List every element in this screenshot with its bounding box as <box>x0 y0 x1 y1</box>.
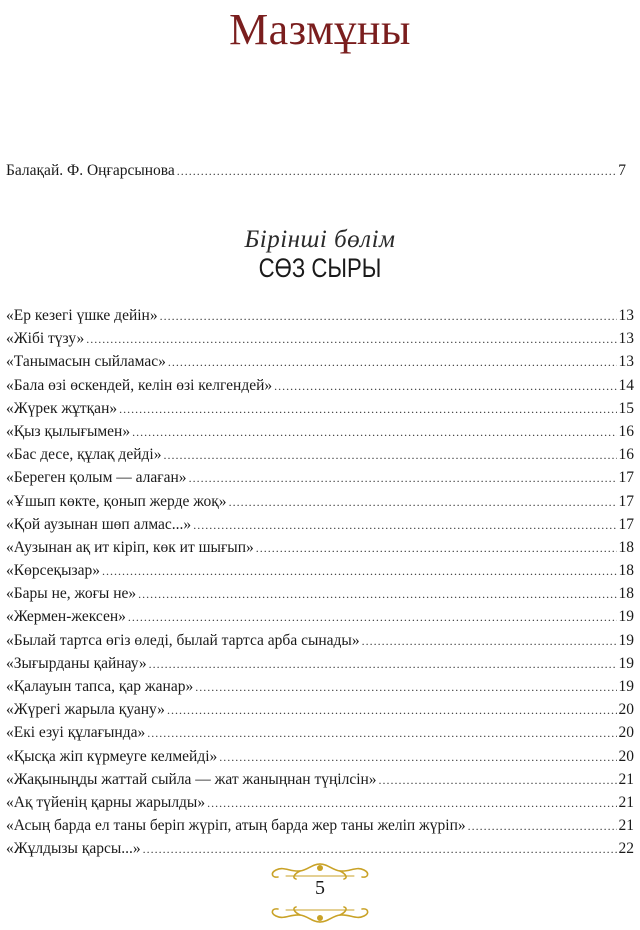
dot-leader <box>128 610 617 625</box>
toc-entry-title: «Бас десе, құлақ дейді» <box>6 446 162 464</box>
toc-entry-page: 17 <box>618 469 634 487</box>
toc-entry-title: «Ақ түйенің қарны жарылды» <box>6 793 206 811</box>
toc-entry[interactable] <box>6 794 634 817</box>
toc-entry-page: 18 <box>618 538 634 556</box>
toc-entry[interactable] <box>6 748 634 771</box>
toc-entry[interactable] <box>6 678 634 701</box>
dot-leader <box>147 726 616 741</box>
toc-entry[interactable] <box>6 330 634 353</box>
toc-entry-title: «Жүрек жұтқан» <box>6 399 118 417</box>
toc-entry[interactable] <box>6 655 634 678</box>
toc-entry-title: «Қой аузынан шөп алмас...» <box>6 515 192 533</box>
toc-entry-title: Балақай. Ф. Оңғарсынова <box>6 162 175 179</box>
toc-entry-page: 15 <box>618 399 634 417</box>
toc-entry-title: «Жақыныңды жаттай сыйла — жат жаныңнан түңілсін» <box>6 770 377 788</box>
toc-entry[interactable] <box>6 817 634 840</box>
toc-entry-title: «Бары не, жоғы не» <box>6 585 137 603</box>
toc-entry-page: 19 <box>618 631 634 649</box>
dot-leader <box>362 634 617 649</box>
dot-leader <box>193 518 616 533</box>
toc-entry-page: 13 <box>618 330 634 348</box>
dot-leader <box>195 680 616 695</box>
toc-entry-title: «Зығырданы қайнау» <box>6 654 147 672</box>
toc-entry-title: «Былай тартса өгіз өледі, былай тартса арба сынады» <box>6 631 360 649</box>
toc-entry-page: 13 <box>618 353 634 371</box>
toc-entry-title: «Ер кезегі үшке дейін» <box>6 307 158 324</box>
dot-leader <box>379 773 617 788</box>
toc-entry-title: «Асың барда ел таны беріп жүріп, атың барда жер таны желіп жүріп» <box>6 817 466 835</box>
toc-entry[interactable] <box>6 400 634 423</box>
dot-leader <box>274 379 616 394</box>
toc-entry[interactable] <box>6 771 634 794</box>
toc-entry-page: 13 <box>618 307 634 324</box>
dot-leader <box>149 657 617 672</box>
toc-entry[interactable] <box>6 469 634 492</box>
toc-entry[interactable] <box>6 632 634 655</box>
toc-entry-title: «Жұлдызы қарсы...» <box>6 840 141 858</box>
toc-entry-page: 20 <box>618 724 634 742</box>
toc-entry-title: «Ұшып көкте, қонып жерде жоқ» <box>6 492 227 510</box>
toc-entry-title: «Танымасын сыйламас» <box>6 353 166 371</box>
toc-entry-page: 16 <box>618 446 634 464</box>
toc-entry[interactable] <box>6 423 634 446</box>
dot-leader <box>132 425 616 440</box>
dot-leader <box>86 332 616 347</box>
toc-entry-page: 18 <box>618 562 634 580</box>
toc-entry-page: 22 <box>618 840 634 858</box>
dot-leader <box>468 819 617 834</box>
toc-entry-page: 16 <box>618 422 634 440</box>
dot-leader <box>219 750 616 765</box>
toc-entry-page: 14 <box>618 376 634 394</box>
toc-entry-title: «Көрсеқызар» <box>6 562 100 580</box>
toc-entry-page: 17 <box>618 492 634 510</box>
dot-leader <box>119 402 616 417</box>
part-title: СӨЗ СЫРЫ <box>258 253 382 283</box>
dot-leader <box>168 355 617 370</box>
toc-entry[interactable] <box>6 377 634 400</box>
table-of-contents <box>6 307 634 864</box>
dot-leader <box>102 564 617 579</box>
toc-entry[interactable] <box>6 353 634 376</box>
toc-entry[interactable] <box>6 307 634 330</box>
toc-entry-page: 19 <box>618 608 634 626</box>
toc-entry-page: 19 <box>618 654 634 672</box>
toc-entry-title: «Аузынан ақ ит кіріп, көк ит шығып» <box>6 538 254 556</box>
toc-entry[interactable] <box>6 724 634 747</box>
dot-leader <box>207 796 616 811</box>
part-subtitle: Бірінші бөлім <box>244 226 396 253</box>
toc-entry-title: «Қысқа жіп күрмеуге келмейді» <box>6 747 218 765</box>
dot-leader <box>160 309 617 324</box>
dot-leader <box>138 587 616 602</box>
toc-entry-title: «Жібі түзу» <box>6 330 85 348</box>
toc-entry-page: 21 <box>618 793 634 811</box>
toc-entry-title: «Жүрегі жарыла қуану» <box>6 701 165 719</box>
toc-entry-title: «Жермен-жексен» <box>6 608 126 626</box>
toc-entry-page: 20 <box>618 747 634 765</box>
toc-entry[interactable] <box>6 446 634 469</box>
dot-leader <box>189 471 617 486</box>
toc-entry[interactable] <box>6 608 634 631</box>
toc-entry[interactable] <box>6 562 634 585</box>
toc-entry-title: «Екі езуі құлағында» <box>6 724 146 742</box>
toc-entry-page: 20 <box>618 701 634 719</box>
gold-flourish-icon <box>0 904 640 926</box>
toc-intro-entry[interactable] <box>6 162 626 185</box>
toc-entry-title: «Бала өзі өскендей, келін өзі келгендей» <box>6 376 273 394</box>
toc-entry-page: 18 <box>618 585 634 603</box>
toc-entry[interactable] <box>6 539 634 562</box>
toc-entry-title: «Қыз қылығымен» <box>6 422 131 440</box>
dot-leader <box>163 448 616 463</box>
dot-leader <box>167 703 617 718</box>
dot-leader <box>256 541 617 556</box>
toc-entry[interactable] <box>6 516 634 539</box>
toc-entry[interactable] <box>6 493 634 516</box>
toc-entry-title: «Береген қолым — алаған» <box>6 469 187 487</box>
dot-leader <box>229 495 617 510</box>
toc-entry-page: 7 <box>618 162 626 179</box>
toc-entry-page: 21 <box>618 770 634 788</box>
toc-entry-page: 21 <box>618 817 634 835</box>
toc-entry-page: 17 <box>618 515 634 533</box>
page-title: Мазмұны <box>229 5 411 54</box>
toc-entry-page: 19 <box>618 678 634 695</box>
page-footer <box>0 852 640 928</box>
dot-leader <box>177 164 616 179</box>
page-number: 5 <box>315 877 325 899</box>
toc-entry-title: «Қалауын тапса, қар жанар» <box>6 678 194 695</box>
toc-entry[interactable] <box>6 701 634 724</box>
toc-entry[interactable] <box>6 585 634 608</box>
